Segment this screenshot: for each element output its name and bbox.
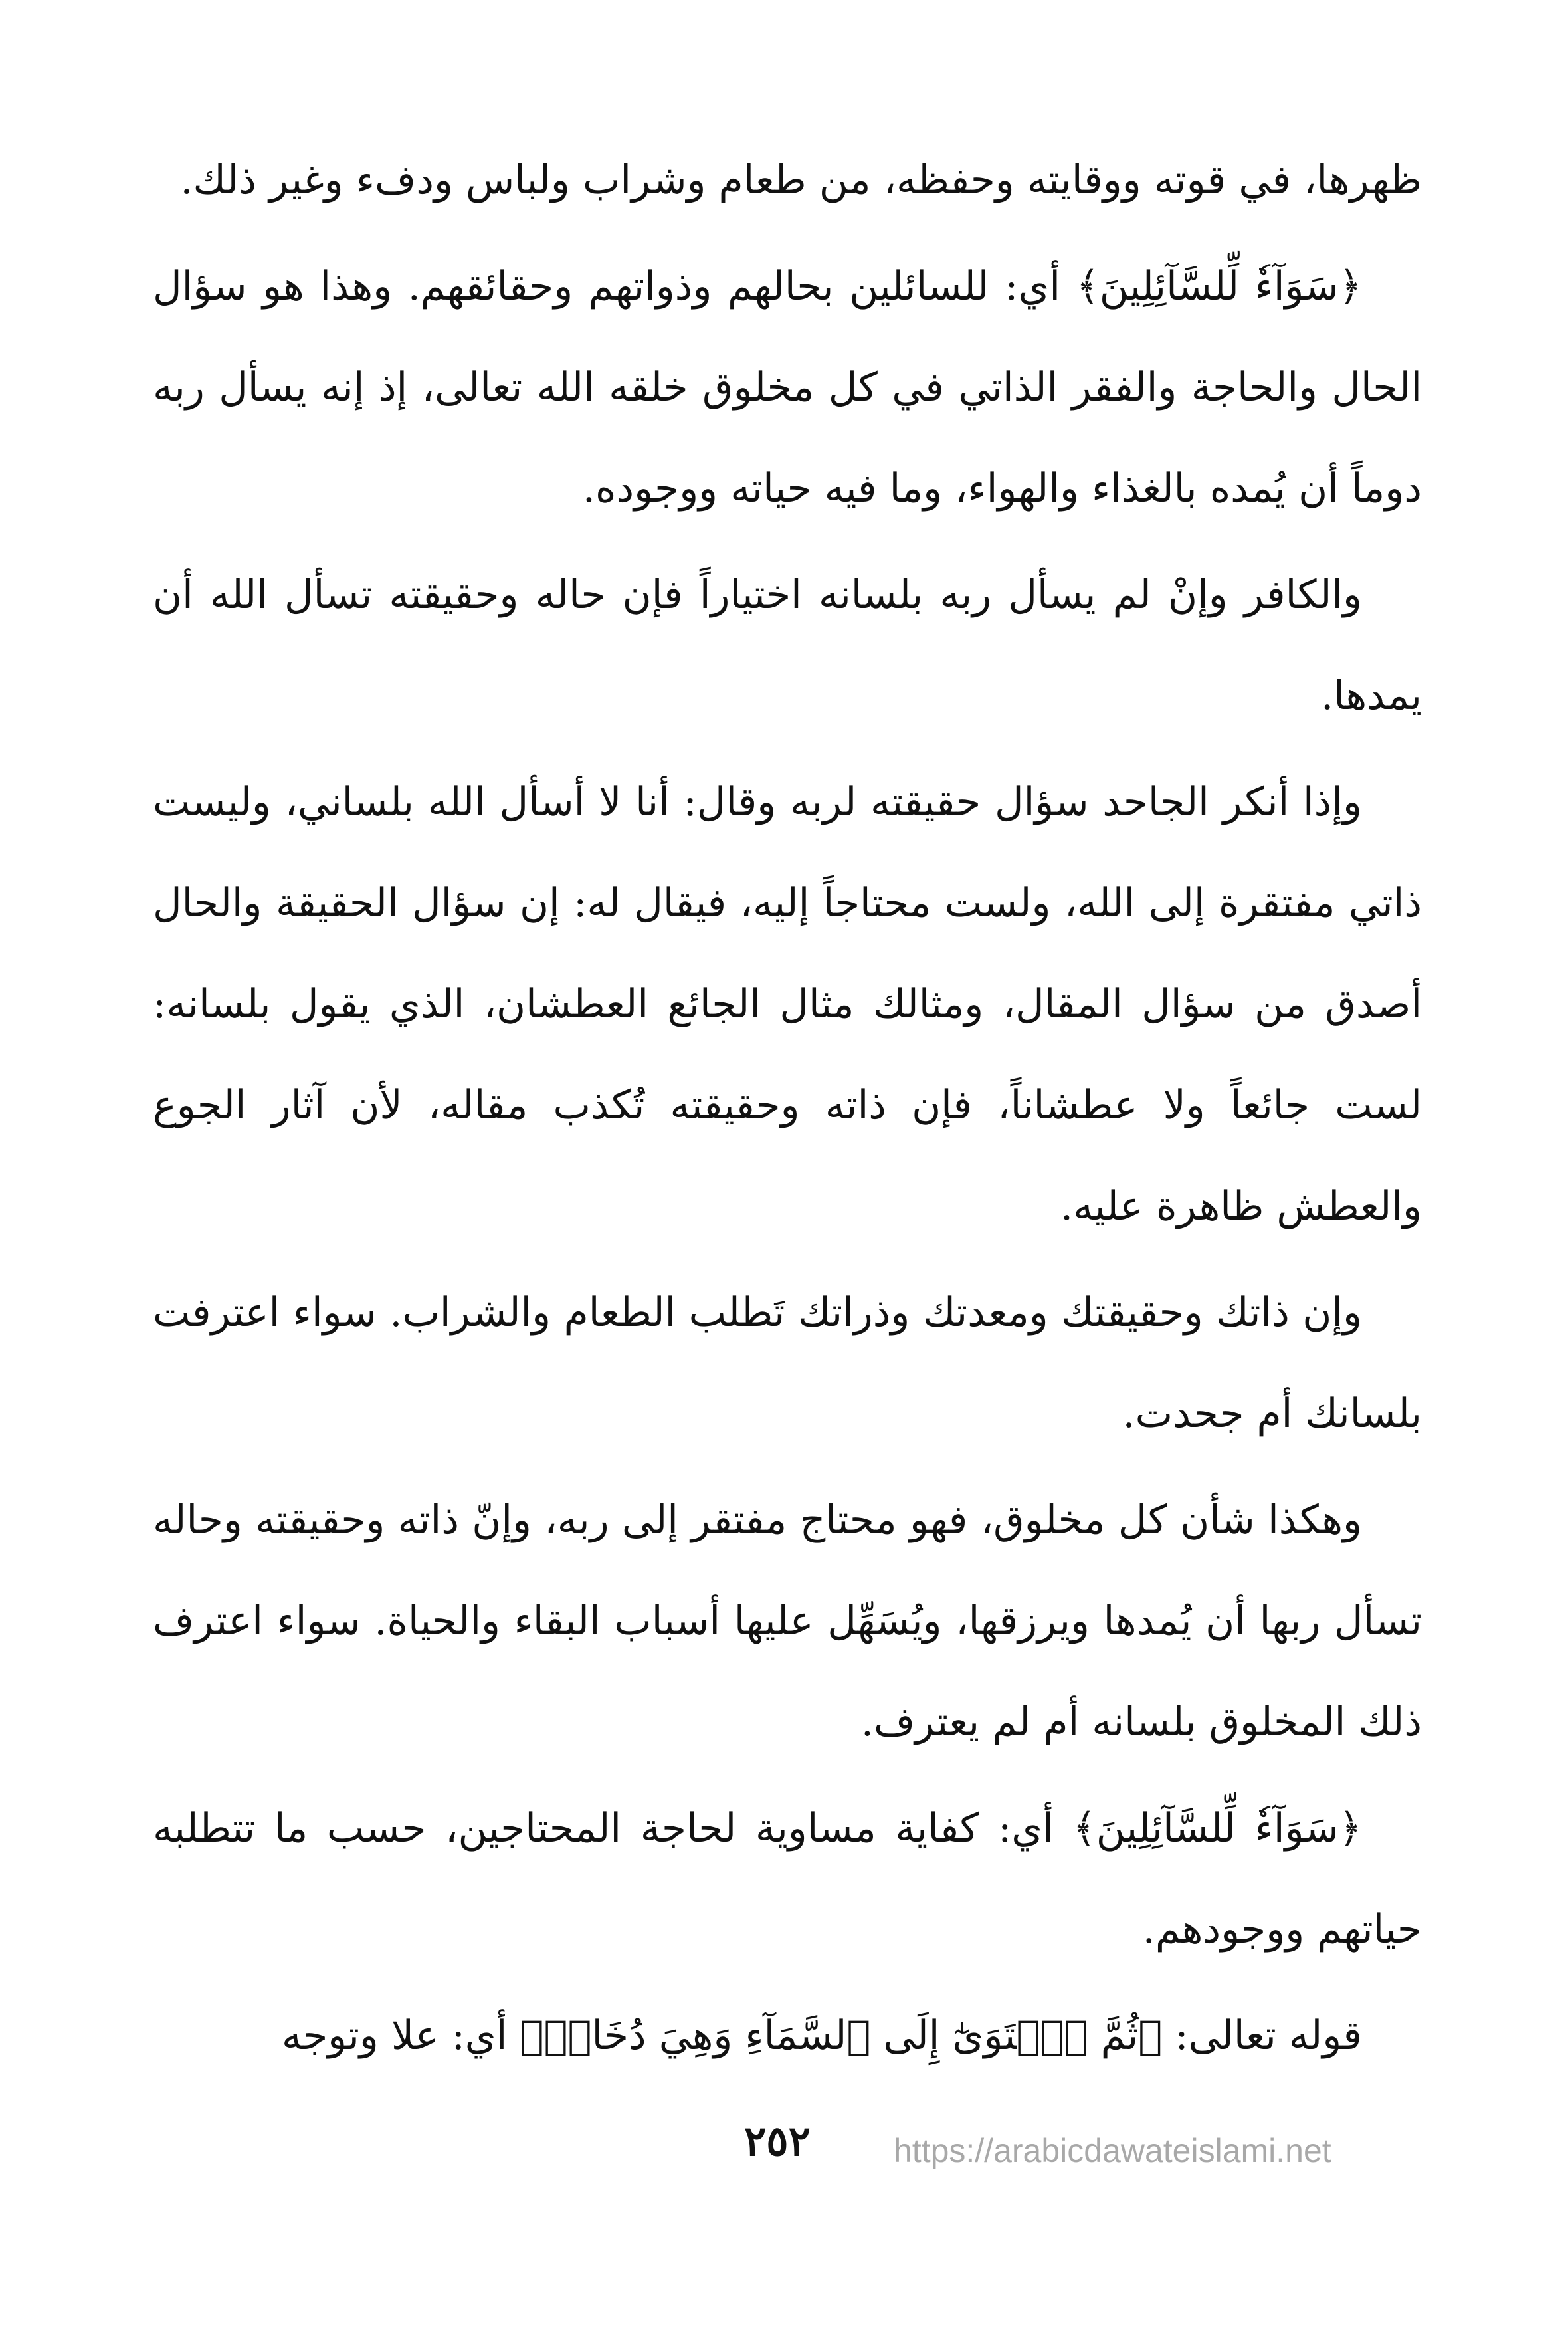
page-number: ٢٥٢: [744, 2117, 811, 2165]
paragraph-7: ﴿سَوَآءٗ لِّلسَّآئِلِينَ﴾ أي: كفاية مساوية لحاجة المحتاجين، حسب ما تتطلبه حياتهم ووجودهم.: [153, 1805, 1422, 1953]
body-text: [153, 130, 1422, 2091]
paragraph-2: ﴿سَوَآءٗ لِّلسَّآئِلِينَ﴾ أي: للسائلين بحالهم وذواتهم وحقائقهم. وهذا هو سؤال الحال والحاجة والفقر الذاتي في كل مخلوق خلقه الله تعالى، إذ إنه يسأل ربه دوماً أن يُمده بالغذاء والهواء، وما فيه حياته ووجوده.: [153, 263, 1422, 512]
watermark-url: https://arabicdawateislami.net: [894, 2132, 1331, 2169]
paragraph-8: قوله تعالى: ﴿ثُمَّ ٱسۡتَوَىٰٓ إِلَى ٱلسَّمَآءِ وَهِيَ دُخَانٞ﴾ أي: علا وتوجه: [281, 2012, 1362, 2059]
paragraph-4: وإذا أنكر الجاحد سؤال حقيقته لربه وقال: أنا لا أسأل الله بلساني، وليست ذاتي مفتقرة إلى الله، ولست محتاجاً إليه، فيقال له: إن سؤال الحقيقة والحال أصدق من سؤال المقال، ومثالك مثال الجائع العطشان، الذي يقول بلسانه: لست جائعاً ولا عطشاناً، فإن ذاته وحقيقته تُكذب مقاله، لأن آثار الجوع والعطش ظاهرة عليه.: [153, 779, 1422, 1229]
paragraph-6: وهكذا شأن كل مخلوق، فهو محتاج مفتقر إلى ربه، وإنّ ذاته وحقيقته وحاله تسأل ربها أن يُمدها ويرزقها، ويُسَهِّل عليها أسباب البقاء والحياة. سواء اعترف ذلك المخلوق بلسانه أم لم يعترف.: [153, 1497, 1422, 1745]
page-footer: [0, 2117, 1568, 2196]
paragraph-5: وإن ذاتك وحقيقتك ومعدتك وذراتك تَطلب الطعام والشراب. سواء اعترفت بلسانك أم جحدت.: [153, 1289, 1422, 1437]
paragraph-3: والكافر وإنْ لم يسأل ربه بلسانه اختياراً فإن حاله وحقيقته تسأل الله أن يمدها.: [153, 572, 1422, 719]
paragraph-1: ظهرها، في قوته ووقايته وحفظه، من طعام وشراب ولباس ودفء وغير ذلك.: [180, 157, 1422, 203]
